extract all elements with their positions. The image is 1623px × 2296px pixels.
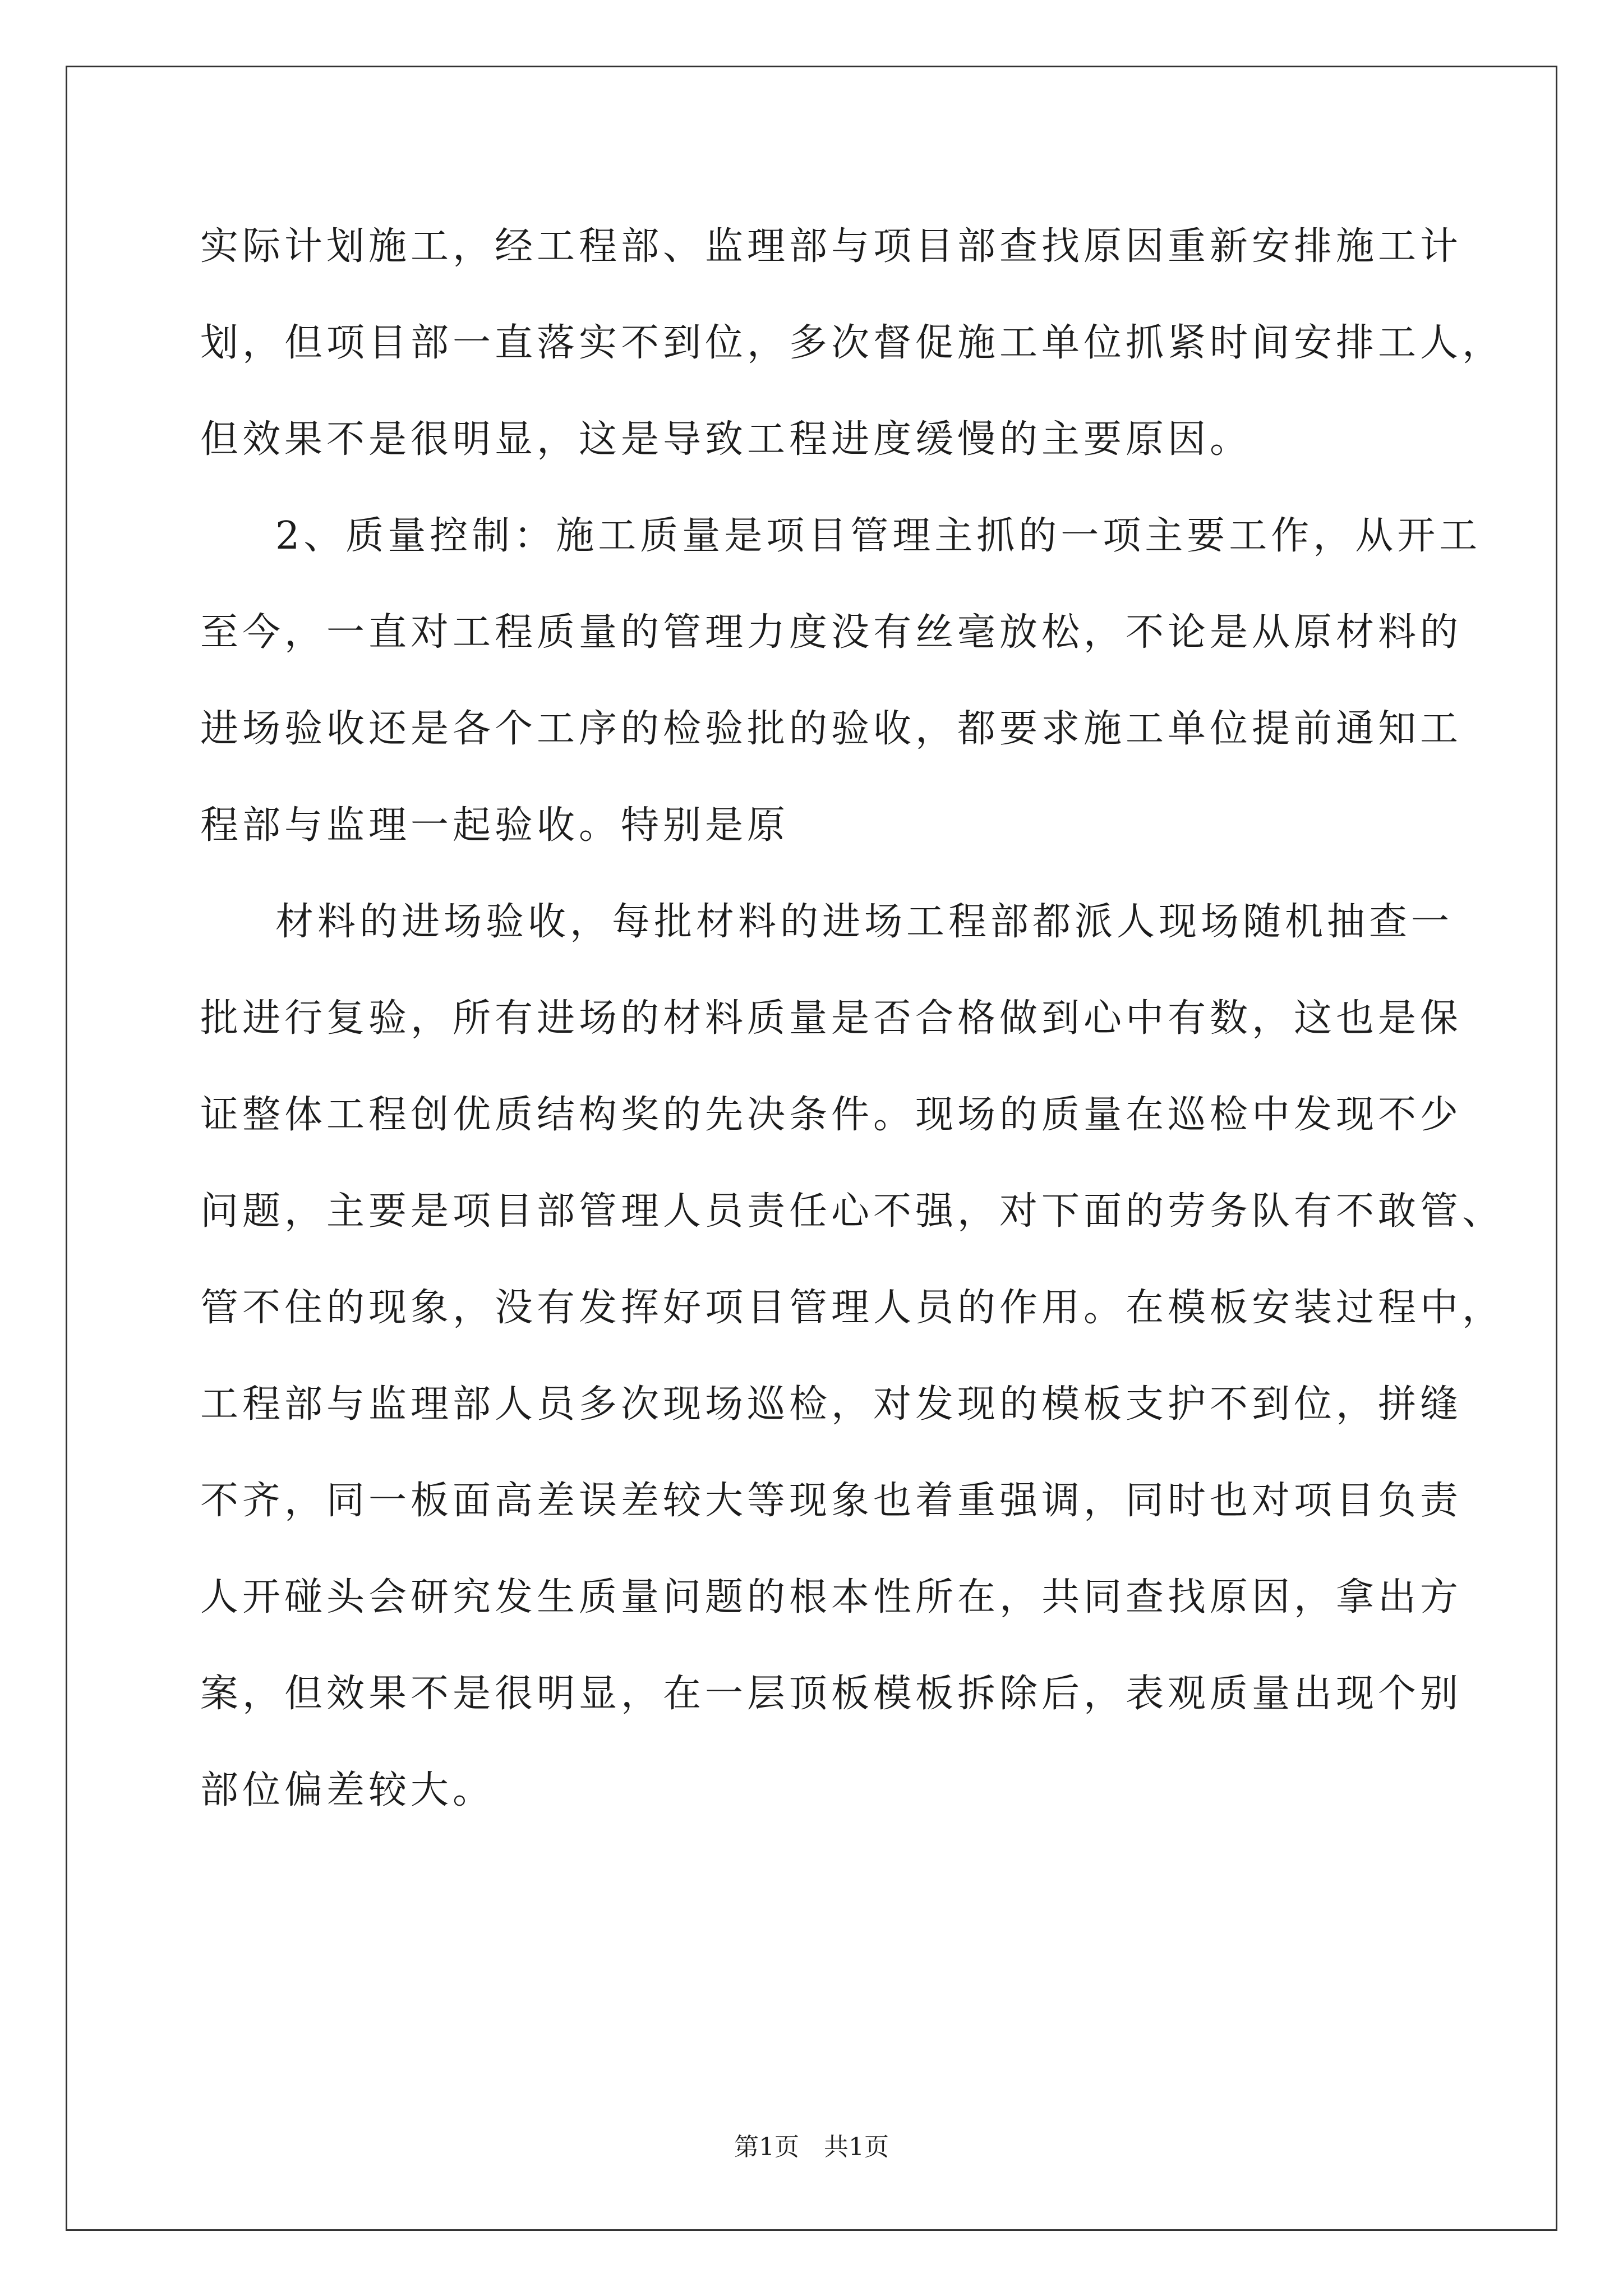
text-line: 划，但项目部一直落实不到位，多次督促施工单位抓紧时间安排工人， <box>200 321 1505 365</box>
text-line: 不齐，同一板面高差误差较大等现象也着重强调，同时也对项目负责 <box>200 1479 1463 1523</box>
text-line: 但效果不是很明显，这是导致工程进度缓慢的主要原因。 <box>200 417 1252 462</box>
text-line: 管不住的现象，没有发挥好项目管理人员的作用。在模板安装过程中， <box>200 1286 1505 1330</box>
text-line: 问题，主要是项目部管理人员责任心不强，对下面的劳务队有不敢管、 <box>200 1189 1505 1234</box>
page-footer: 第1页 共1页 <box>734 2133 889 2161</box>
paragraph-first-line: 材料的进场验收，每批材料的进场工程部都派人现场随机抽查一 <box>275 900 1454 944</box>
text-line: 部位偏差较大。 <box>200 1768 495 1812</box>
text-line: 案，但效果不是很明显，在一层顶板模板拆除后，表观质量出现个别 <box>200 1672 1463 1716</box>
text-line: 程部与监理一起验收。特别是原 <box>200 803 790 848</box>
text-line: 进场验收还是各个工序的检验批的验收，都要求施工单位提前通知工 <box>200 707 1463 751</box>
text-line: 批进行复验，所有进场的材料质量是否合格做到心中有数，这也是保 <box>200 996 1463 1041</box>
paragraph-first-line: 2、质量控制：施工质量是项目管理主抓的一项主要工作，从开工 <box>275 514 1482 558</box>
text-line: 至今，一直对工程质量的管理力度没有丝毫放松，不论是从原材料的 <box>200 610 1463 655</box>
text-line: 工程部与监理部人员多次现场巡检，对发现的模板支护不到位，拼缝 <box>200 1382 1463 1427</box>
text-line: 证整体工程创优质结构奖的先决条件。现场的质量在巡检中发现不少 <box>200 1093 1463 1137</box>
page-border <box>66 66 1557 2231</box>
text-line: 实际计划施工，经工程部、监理部与项目部查找原因重新安排施工计 <box>200 224 1463 269</box>
text-line: 人开碰头会研究发生质量问题的根本性所在，共同查找原因，拿出方 <box>200 1575 1463 1619</box>
